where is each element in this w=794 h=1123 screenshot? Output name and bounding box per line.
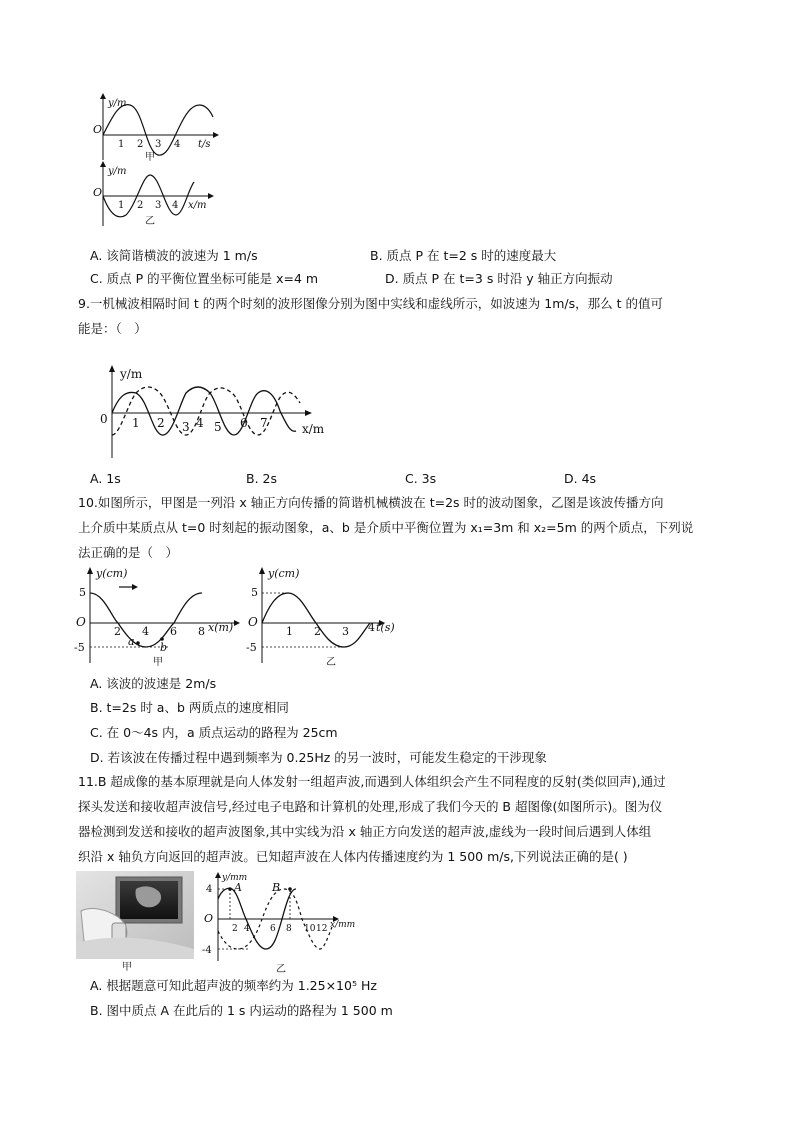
q8-figure-jia bbox=[88, 92, 228, 162]
q10-jia-caption: 甲 bbox=[153, 657, 163, 668]
q9-tick: 4 bbox=[196, 416, 204, 430]
q9-xlabel: x/m bbox=[302, 422, 325, 436]
q10-jia-origin: O bbox=[76, 615, 86, 629]
q11-stem-line3: 器检测到发送和接收的超声波图象,其中实线为沿 x 轴正方向发送的超声波,虚线为一段时间后遇到人体组 bbox=[78, 824, 652, 839]
q9-option-c: C. 3s bbox=[405, 471, 437, 486]
q9-stem-line2: 能是：（ ） bbox=[78, 321, 147, 336]
q9-stem-line1: 9.一机械波相隔时间 t 的两个时刻的波形图像分别为图中实线和虚线所示，如波速为 1m/s，那么 t 的值可 bbox=[78, 296, 663, 311]
q8-jia-ylabel: y/m bbox=[108, 98, 127, 109]
q9-tick: 5 bbox=[214, 420, 222, 434]
q8-yi-caption: 乙 bbox=[145, 216, 155, 227]
q9-tick: 7 bbox=[260, 416, 268, 430]
q10-jia-tick: 8 bbox=[198, 625, 205, 638]
q10-yi-xlabel: t(s) bbox=[376, 621, 395, 634]
q10-stem-line2: 上介质中某质点从 t=0 时刻起的振动图象，a、b 是介质中平衡位置为 x₁=3m 和 x₂=5m 的两个质点，下列说 bbox=[78, 520, 694, 535]
q11-yi-tick: 10 bbox=[304, 924, 316, 934]
q10-option-d: D. 若该波在传播过程中遇到频率为 0.25Hz 的另一波时，可能发生稳定的干涉现象 bbox=[90, 750, 547, 765]
q11-yi-origin: O bbox=[204, 912, 214, 925]
q10-yi-caption: 乙 bbox=[326, 657, 336, 668]
q11-yi-caption: 乙 bbox=[276, 964, 286, 975]
q8-yi-tick: 3 bbox=[155, 200, 162, 211]
q10-jia-xlabel: x(m) bbox=[208, 621, 234, 634]
q11-option-a: A. 根据题意可知此超声波的频率约为 1.25×10⁵ Hz bbox=[90, 978, 377, 993]
q10-yi-tick: 4 bbox=[368, 621, 375, 634]
q8-jia-tick: 1 bbox=[118, 139, 125, 150]
q10-yi-ymin: -5 bbox=[246, 641, 257, 654]
q10-jia-tick: 2 bbox=[114, 625, 121, 638]
q10-jia-point-a: a bbox=[128, 635, 135, 648]
q10-option-b: B. t=2s 时 a、b 两质点的速度相同 bbox=[90, 700, 289, 715]
q8-yi-ylabel: y/m bbox=[108, 166, 127, 177]
q11-yi-xlabel: x/mm bbox=[330, 920, 356, 930]
q10-jia-point-b: b bbox=[160, 641, 168, 654]
q9-origin: 0 bbox=[100, 412, 108, 426]
q10-yi-tick: 3 bbox=[342, 625, 349, 638]
q11-yi-point-b: B bbox=[272, 881, 281, 894]
q11-yi-point-a: A bbox=[234, 881, 242, 894]
q11-yi-tick: 6 bbox=[270, 924, 276, 934]
q9-option-a: A. 1s bbox=[90, 471, 121, 486]
q10-option-c: C. 在 0～4s 内，a 质点运动的路程为 25cm bbox=[90, 725, 338, 740]
q10-jia-tick: 6 bbox=[170, 625, 177, 638]
q8-jia-tick: 2 bbox=[137, 139, 144, 150]
q10-stem-line1: 10.如图所示，甲图是一列沿 x 轴正方向传播的简谐机械横波在 t=2s 时的波动图象，乙图是该波传播方向 bbox=[78, 495, 664, 510]
q8-yi-tick: 2 bbox=[137, 200, 144, 211]
q9-ylabel: y/m bbox=[120, 367, 143, 381]
q10-stem-line3: 法正确的是（ ） bbox=[78, 545, 179, 560]
q10-yi-origin: O bbox=[248, 615, 258, 629]
q8-jia-caption: 甲 bbox=[145, 152, 155, 162]
q10-yi-ylabel: y(cm) bbox=[268, 567, 300, 580]
q9-tick: 3 bbox=[182, 420, 190, 434]
q8-option-b: B. 质点 P 在 t=2 s 时的速度最大 bbox=[370, 248, 557, 263]
q11-yi-tick: 4 bbox=[244, 924, 250, 934]
q8-yi-xlabel: x/m bbox=[188, 200, 207, 211]
q9-tick: 6 bbox=[240, 416, 248, 430]
q10-option-a: A. 该波的波速是 2m/s bbox=[90, 676, 217, 691]
q10-yi-ymax: 5 bbox=[251, 586, 258, 599]
q10-jia-ymax: 5 bbox=[79, 586, 86, 599]
q11-yi-tick: 2 bbox=[232, 924, 238, 934]
q9-figure bbox=[90, 363, 340, 463]
q8-jia-xlabel: t/s bbox=[198, 139, 211, 150]
q9-option-d: D. 4s bbox=[564, 471, 597, 486]
q10-jia-ylabel: y(cm) bbox=[96, 567, 128, 580]
q8-figure-yi bbox=[88, 160, 228, 232]
q11-yi-ylabel: y/mm bbox=[222, 873, 248, 883]
q11-yi-tick: 8 bbox=[286, 924, 292, 934]
q11-yi-tick: 12 bbox=[316, 924, 328, 934]
q10-figure-yi bbox=[244, 563, 404, 671]
q10-jia-tick: 4 bbox=[142, 625, 149, 638]
q11-jia-caption: 甲 bbox=[122, 962, 132, 971]
q8-yi-tick: 1 bbox=[118, 200, 125, 211]
q11-stem-line1: 11.B 超成像的基本原理就是向人体发射一组超声波,而遇到人体组织会产生不同程度的反射(类似回声),通过 bbox=[78, 774, 666, 789]
q11-option-b: B. 图中质点 A 在此后的 1 s 内运动的路程为 1 500 m bbox=[90, 1003, 393, 1018]
q11-yi-ymin: -4 bbox=[202, 945, 212, 956]
q8-option-d: D. 质点 P 在 t=3 s 时沿 y 轴正方向振动 bbox=[385, 271, 613, 286]
q9-option-b: B. 2s bbox=[246, 471, 277, 486]
q10-yi-tick: 2 bbox=[314, 625, 321, 638]
q8-yi-origin: O bbox=[93, 186, 103, 199]
q9-tick: 2 bbox=[157, 416, 165, 430]
q8-jia-origin: O bbox=[93, 123, 103, 136]
q8-option-c: C. 质点 P 的平衡位置坐标可能是 x=4 m bbox=[90, 271, 319, 286]
q8-jia-tick: 3 bbox=[155, 139, 162, 150]
q10-yi-tick: 1 bbox=[286, 625, 293, 638]
q11-yi-ymax: 4 bbox=[206, 884, 213, 895]
q10-figure-jia bbox=[74, 563, 244, 671]
q11-stem-line2: 探头发送和接收超声波信号,经过电子电路和计算机的处理,形成了我们今天的 B 超图像(如图所示)。图为仪 bbox=[78, 799, 663, 814]
q10-jia-ymin: -5 bbox=[74, 641, 85, 654]
q8-option-a: A. 该简谐横波的波速为 1 m/s bbox=[90, 248, 258, 263]
q8-yi-tick: 4 bbox=[172, 200, 179, 211]
q8-jia-tick: 4 bbox=[174, 139, 181, 150]
q11-stem-line4: 织沿 x 轴负方向返回的超声波。已知超声波在人体内传播速度约为 1 500 m/s,下列说法正确的是( ) bbox=[78, 849, 628, 864]
q11-figure-yi bbox=[198, 871, 358, 975]
q11-figure-jia-photo bbox=[76, 871, 194, 971]
q9-tick: 1 bbox=[132, 416, 140, 430]
